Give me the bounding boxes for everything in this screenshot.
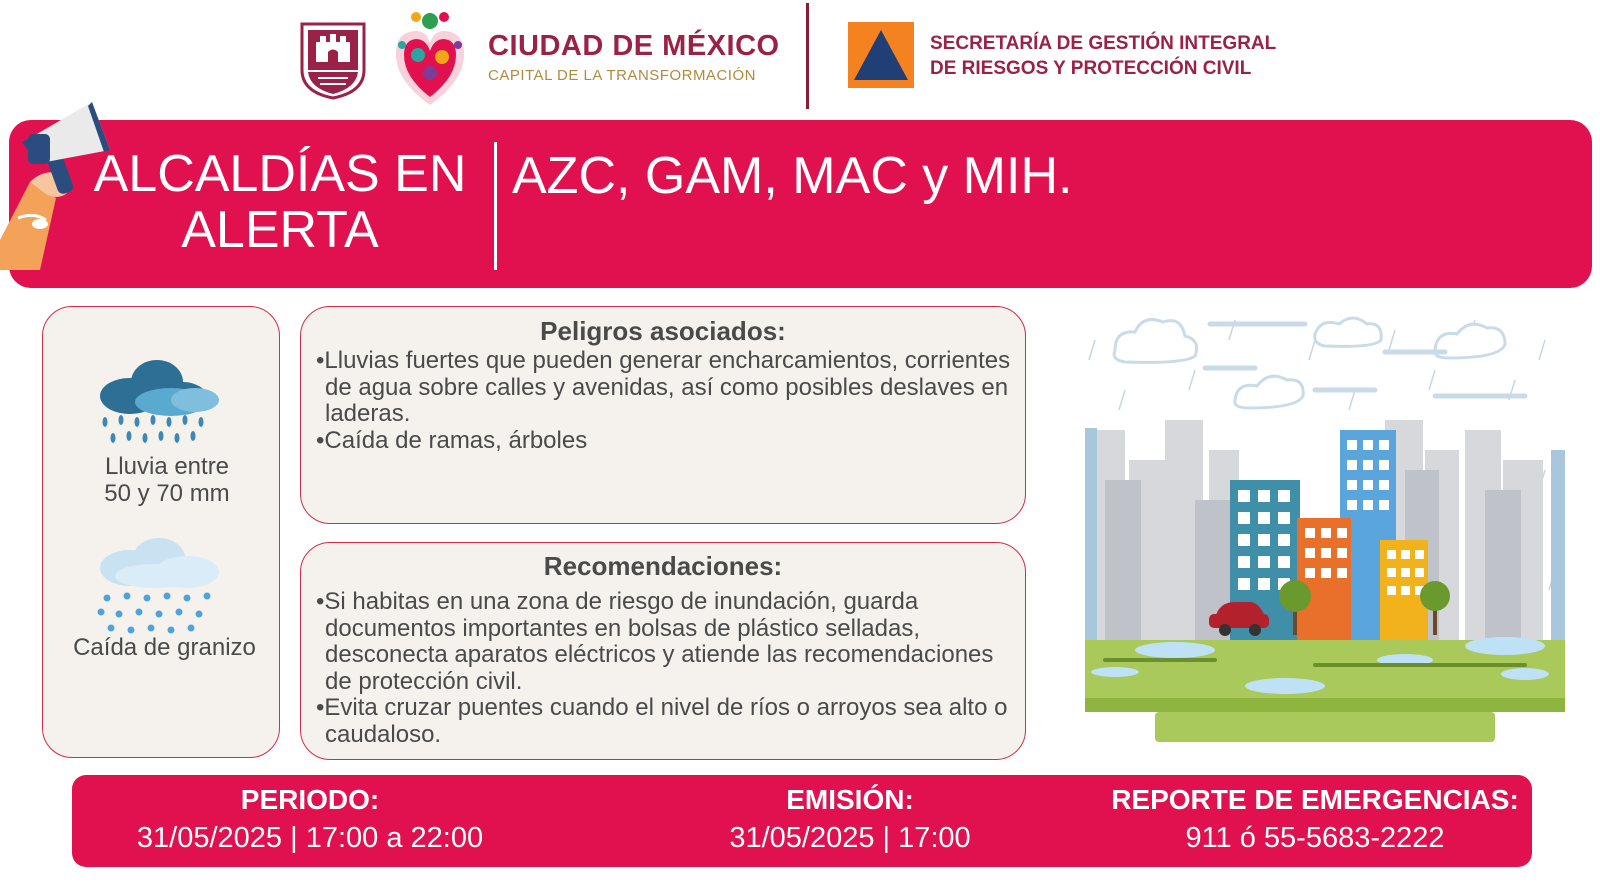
rain-cloud-icon [95, 358, 225, 454]
hail-cloud-icon [95, 538, 225, 638]
list-item: •Caída de ramas, árboles [316, 426, 588, 454]
header-divider [806, 3, 809, 109]
recommendations-list [316, 589, 1016, 748]
proteccion-civil-logo [848, 22, 914, 88]
recommendations-title: Recomendaciones: [543, 551, 783, 581]
periodo-value: 31/05/2025 | 17:00 a 22:00 [136, 822, 484, 854]
list-item: •Evita cruzar puentes cuando el nivel de ríos o arroyos sea alto o caudaloso. [316, 694, 1008, 748]
alert-title [85, 146, 475, 258]
reporte-label: REPORTE DE EMERGENCIAS: [1111, 784, 1519, 815]
cdmx-crest-logo [298, 20, 368, 100]
alcaldias-list: AZC, GAM, MAC y MIH. [512, 147, 1073, 205]
cdmx-subtitle: CAPITAL DE LA TRANSFORMACIÓN [488, 67, 756, 84]
rain-line-2: 50 y 70 mm [104, 480, 230, 507]
alert-title-line-1: ALCALDÍAS EN [93, 145, 467, 203]
secretaria-name [930, 31, 1276, 81]
emision-value: 31/05/2025 | 17:00 [729, 822, 971, 854]
rain-amount [62, 453, 272, 507]
rain-line-1: Lluvia entre [104, 453, 230, 480]
cdmx-heart-logo [390, 5, 470, 110]
reporte-value: 911 ó 55-5683-2222 [1185, 822, 1445, 854]
emision-label: EMISIÓN: [786, 784, 914, 815]
alert-title-line-2: ALERTA [181, 201, 379, 259]
secretaria-line-2: DE RIESGOS Y PROTECCIÓN CIVIL [930, 58, 1252, 79]
header [0, 0, 1600, 115]
hail-label: Caída de granizo [73, 634, 256, 661]
list-item: •Lluvias fuertes que pueden generar encharcamientos, corrientes de agua sobre calles y avenidas, así como posibles deslaves en laderas. [316, 347, 1011, 427]
flooded-city-illustration [1085, 300, 1565, 750]
hazards-list [316, 348, 1016, 454]
list-item: •Si habitas en una zona de riesgo de inundación, guarda documentos importantes en bolsas de plástico selladas, desconecta aparatos eléctricos y atiende las recomendaciones de protección civil. [316, 588, 994, 695]
periodo-label: PERIODO: [240, 784, 380, 815]
hazards-title: Peligros asociados: [540, 316, 786, 346]
secretaria-line-1: SECRETARÍA DE GESTIÓN INTEGRAL [930, 33, 1277, 54]
cdmx-title: CIUDAD DE MÉXICO [488, 30, 780, 62]
banner-divider [494, 142, 497, 270]
